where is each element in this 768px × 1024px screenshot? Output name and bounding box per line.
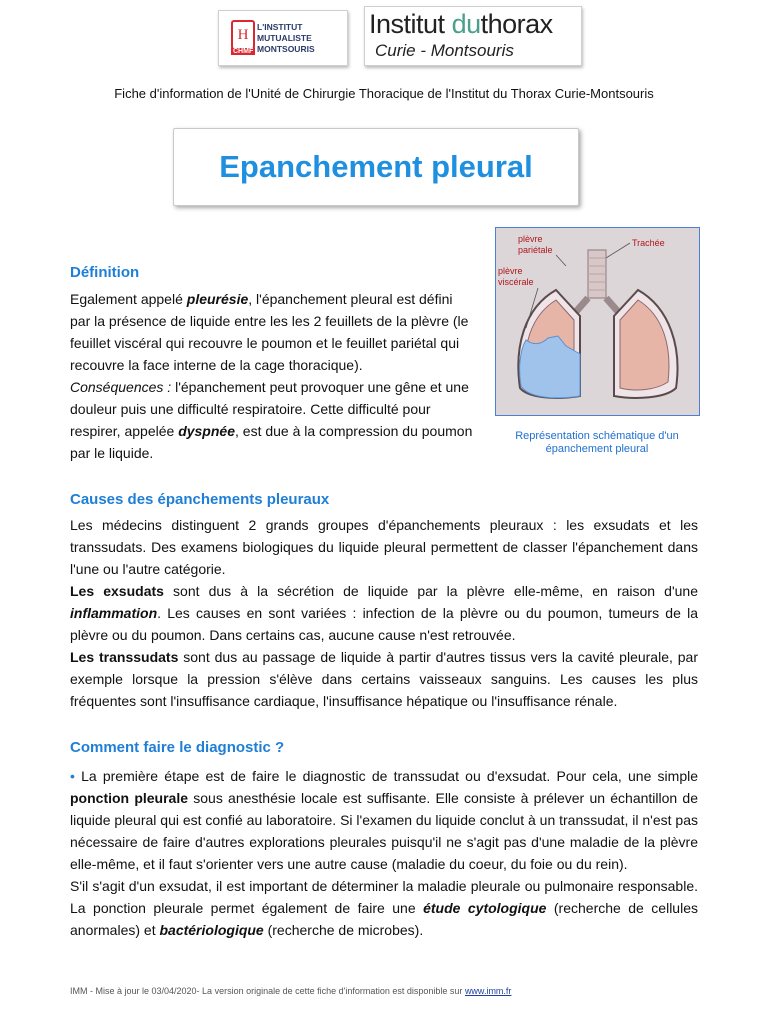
imm-logo — [218, 10, 348, 66]
diagnostic-p1: • La première étape est de faire le diagnostic de transsudat ou d'exsudat. Pour cela, une simple ponction pleurale sous anesthésie locale est suffisante. Elle consiste à prélever un échantillon de liquide pleural qui est confié au laboratoire. Si l'examen du liquide conclut à un transsudat, il n'est pas nécessaire de faire d'autres explorations pleurales puisqu'il ne s'agit pas d'une maladie de la plèvre elle-même, et il faut s'orienter vers une autre cause (maladie du coeur, du foie ou du rein). — [70, 768, 698, 872]
document-header: Fiche d'information de l'Unité de Chirurgie Thoracique de l'Institut du Thorax Curie-Montsouris — [114, 86, 654, 101]
footer-text: IMM - Mise à jour le 03/04/2020- La version originale de cette fiche d'information est disponible sur — [70, 986, 465, 996]
term-inflammation: inflammation — [70, 605, 158, 621]
imm-logo-line3: MONTSOURIS — [257, 44, 315, 54]
chmf-badge: CHMF — [233, 48, 254, 55]
definition-line-4: recouvre la face interne de la cage thoracique). — [70, 357, 363, 373]
definition-line-2: par la présence de liquide entre les les 2 feuillets de la plèvre (le — [70, 313, 469, 329]
consequences-label: Conséquences : — [70, 379, 172, 395]
term-ponction-pleurale: ponction pleurale — [70, 790, 189, 806]
lungs-diagram — [496, 228, 699, 415]
label-plevre-parietale-2: pariétale — [518, 245, 553, 255]
definition-line-3: feuillet viscéral qui recouvre le poumon et le feuillet pariétal qui — [70, 335, 460, 351]
title-box — [173, 128, 579, 206]
consequences-line-4: par le liquide. — [70, 445, 154, 461]
page-footer — [70, 986, 511, 996]
term-dyspnee: dyspnée — [178, 423, 235, 439]
section-heading-definition: Définition — [70, 264, 140, 281]
label-plevre-viscerale-1: plèvre — [498, 266, 523, 276]
consequences-line-1: Conséquences : l'épanchement peut provoquer une gêne et une — [70, 379, 469, 395]
figure-caption: Représentation schématique d'un épanchement pleural — [515, 430, 679, 455]
label-plevre-viscerale-2: viscérale — [498, 277, 534, 287]
term-pleuresie: pleurésie — [186, 291, 249, 307]
term-bacteriologique: bactériologique — [159, 922, 264, 938]
page-title: Epanchement pleural — [219, 149, 533, 184]
institut-thorax-logo — [364, 6, 582, 66]
section-heading-causes: Causes des épanchements pleuraux — [70, 491, 330, 508]
imm-logo-line2: MUTUALISTE — [257, 33, 312, 43]
imm-logo-mark: H — [231, 20, 255, 50]
thorax-logo-line2: Curie - Montsouris — [375, 41, 514, 60]
pleural-effusion-figure — [495, 227, 700, 416]
definition-line-1: Egalement appelé pleurésie, l'épanchement pleural est défini — [70, 291, 453, 307]
definition-paragraph — [70, 288, 479, 464]
bullet-icon: • — [70, 768, 75, 784]
causes-transsudats: Les transsudats sont dus au passage de liquide à partir d'autres tissus vers la cavité pleurale, par exemple lorsque la pression s'élève dans certains vaisseaux sanguins. Les causes les plus fréquentes sont l'insuffisance cardiaque, l'insuffisance hépatique ou l'insuffisance rénale. — [70, 649, 698, 709]
footer-link[interactable]: www.imm.fr — [464, 986, 512, 996]
causes-paragraph — [70, 514, 698, 712]
diagnostic-p2: S'il s'agit d'un exsudat, il est important de déterminer la maladie pleurale ou pulmonaire responsable. La ponction pleurale permet également de faire une étude cytologique (recherche de cellules anormales) et bactériologique (recherche de microbes). — [70, 878, 698, 938]
thorax-logo-line1: Institut duthorax — [369, 9, 553, 39]
consequences-line-2: douleur puis une difficulté respiratoire. Cette difficulté pour — [70, 401, 431, 417]
imm-logo-line1: L'INSTITUT — [257, 22, 303, 32]
causes-exsudats: Les exsudats sont dus à la sécrétion de liquide par la plèvre elle-même, en raison d'une inflammation. Les causes en sont variées : infection de la plèvre ou du poumon, tumeurs de la plèvre ou du poumon. Dans certains cas, aucune cause n'est retrouvée. — [70, 583, 698, 643]
consequences-line-3: respirer, appelée dyspnée, est due à la compression du poumon — [70, 423, 473, 439]
term-etude-cytologique: étude cytologique — [423, 900, 547, 916]
label-trachee: Trachée — [632, 238, 665, 248]
section-heading-diagnostic: Comment faire le diagnostic ? — [70, 739, 285, 756]
causes-intro: Les médecins distinguent 2 grands groupes d'épanchements pleuraux : les exsudats et les transsudats. Des examens biologiques du liquide pleural permettent de classer l'épanchement dans l'une ou l'autre catégorie. — [70, 517, 698, 577]
label-plevre-parietale-1: plèvre — [518, 234, 543, 244]
diagnostic-paragraph — [70, 765, 698, 941]
